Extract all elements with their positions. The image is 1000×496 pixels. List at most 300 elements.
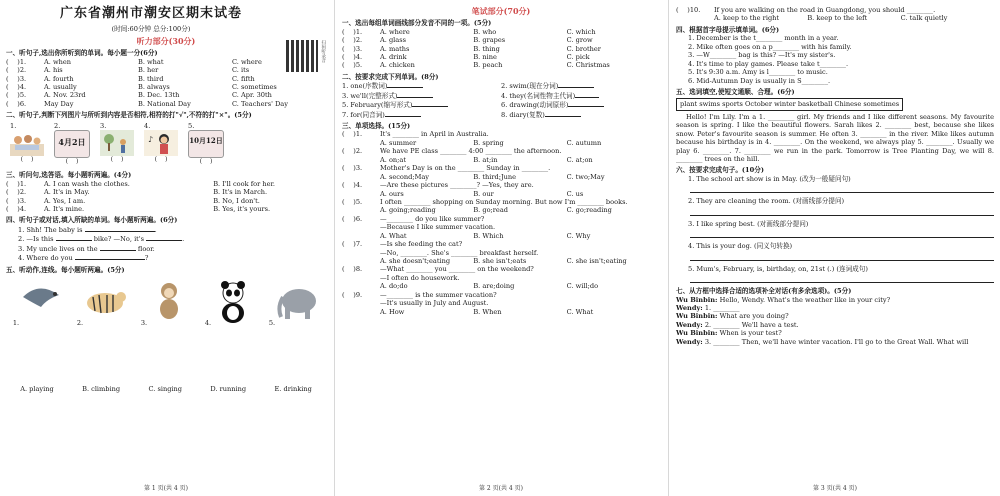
page-footer: 第 1 页(共 4 页) [144,485,188,493]
answer-blank[interactable] [385,110,421,117]
page-3 [670,0,1000,496]
question-text-2: —I often do housework. [380,273,460,282]
pic-num: 1. [12,319,20,328]
rewrite-prompt: 2. They are cleaning the room. (对画线部分提问) [688,197,845,206]
writing-part-title: 笔试部分(70分) [471,6,531,16]
option-b: B. grapes [473,36,506,45]
question-stem [342,198,660,206]
pic-num: 4. [144,121,151,130]
option-b: B. third [138,74,164,83]
q-num[interactable]: ( )3. [342,164,363,173]
answer-bracket[interactable]: ( ) [65,158,79,166]
option-a: A. she doesn't;eating [380,257,451,266]
option-a: A. What [380,231,407,240]
option-b: B. go;read [473,206,508,215]
q-num[interactable]: ( )2. [6,66,27,75]
word-prompt: 4. they(名词性物主代词) [501,91,576,100]
word-prompt: 8. diary(复数) [501,110,545,119]
pic-num: 2. [76,319,84,328]
option-c: C. sometimes [232,83,277,92]
fill-row[interactable]: 5. It's 9:30 a.m. Amy is l________ to music. [688,68,828,77]
question-text: It's ________ in April in Australia. [380,130,489,139]
section-heading: 二、听句子,判断下列图片与所听到内容是否相符,相符的打"√",不符的打"×"。(5分) [6,111,252,120]
bird-picture [19,277,63,325]
question-stem [342,291,660,299]
options-row [342,190,660,198]
option-a: A. do;do [380,282,408,291]
elephant-picture [275,277,319,325]
option-c: C. will;do [566,282,599,291]
option-a: A. second;May [380,172,429,181]
word-form-row [342,110,660,119]
speaker: Wendy: [676,320,703,329]
section-heading: 三、单项选择。(15分) [342,122,411,131]
mcq-item [342,147,660,164]
answer-line[interactable] [690,184,994,193]
q-num[interactable]: ( )8. [342,265,363,274]
rewrite-prompt: 4. This is your dog. (同义句转换) [688,242,793,251]
mcq-item [342,265,660,290]
section-heading: 二、按要求完成下列单词。(8分) [342,72,439,81]
monkey-picture [147,277,191,325]
question-text-2: —It's usually in July and August. [380,299,489,308]
fill-text: ? [144,254,149,263]
question-text: —What ________ you ________ on the weekend? [380,265,534,274]
section-heading: 一、选出每组单词画线部分发音不同的一项。(5分) [342,19,492,28]
section-heading: 五、听动作,连线。每小题听两遍。(5分) [6,265,125,274]
pic-num: 2. [54,121,61,130]
option-b: B. thing [473,44,500,53]
option-c: C. grow [566,36,593,45]
word-prompt: 2. swim(现在分词) [501,82,559,91]
option-a: A. on;at [380,155,406,164]
question-stem [342,240,660,248]
option-b: B. National Day [138,99,191,108]
question-row [6,100,326,108]
fill-row [18,234,326,243]
option-a: A. ours [380,189,404,198]
mcq-item [342,164,660,181]
question-row [6,83,326,91]
option-b: B. always [138,83,170,92]
option-c: C. its [232,66,250,75]
rewrite-prompt: 1. The school art show is in May. (改为一般疑问句) [688,174,851,183]
question-row [6,205,326,213]
phonics-list [342,28,660,70]
fill-text: 3. My uncle lives on the [18,244,98,253]
option-b: B. nine [473,52,497,61]
dialogue-line [676,304,994,312]
answer-blank[interactable] [75,253,145,260]
answer-blank[interactable] [100,244,136,251]
question-row [6,180,326,188]
option-a: A. maths [380,44,410,53]
option-a: A. keep to the right [714,14,780,23]
option-a: A. chicken [380,61,415,70]
fill-row[interactable]: 2. Mike often goes on a p________ with his family. [688,42,852,51]
animal-item [13,277,63,327]
option-b: B. who [473,27,497,36]
word-prompt: 5. February(缩写形式) [342,101,413,110]
question-row [6,188,326,196]
action-option[interactable]: E. drinking [274,385,312,394]
q-num[interactable]: ( )1. [342,27,363,36]
word-prompt: 3. we'll(完整形式) [342,91,398,100]
animal-pictures [6,277,326,327]
option-b: B. Yes, it's yours. [213,204,271,213]
option-b: B. Dec. 13th [138,91,180,100]
action-option[interactable]: A. playing [20,385,54,394]
word-form-row [342,100,660,109]
dialogue-line [676,296,994,304]
pic-num: 5. [188,121,195,130]
park-walk-picture [100,130,134,156]
answer-blank[interactable] [85,225,155,232]
fill-row [18,244,326,253]
answer-blank[interactable] [412,100,448,107]
exam-title: 广东省潮州市潮安区期末试卷 [59,6,242,21]
q-num[interactable]: ( )5. [342,61,363,70]
section-heading: 四、听句子或对话,填入所缺的单词。每小题听两遍。(6分) [6,216,178,225]
option-c: C. Christmas [566,61,610,70]
calendar-picture [54,130,90,158]
picture-item [100,122,134,168]
q-num[interactable]: ( )1. [6,57,27,66]
mcq-item [342,215,660,240]
q-num[interactable]: ( )1. [6,179,27,188]
answer-blank[interactable] [558,81,594,88]
answer-bracket[interactable]: ( ) [154,156,168,164]
option-a: A. glass [380,36,406,45]
question-10 [676,6,994,23]
answer-blank[interactable] [146,234,185,244]
calendar-date: 4月2日 [58,137,86,148]
question-stem [342,265,660,273]
animal-item [205,277,255,327]
question-text: —________ do you like summer? [380,214,485,223]
q-num[interactable]: ( )4. [6,204,27,213]
fill-blank-list [6,225,326,263]
section-heading: 七、从方框中选择合适的选项补全对话(有多余选项)。(5分) [676,287,852,296]
answer-line[interactable] [690,274,994,283]
action-option[interactable]: D. running [210,385,247,394]
question-stem [342,181,660,189]
page-footer: 第 3 页(共 4 页) [813,485,857,493]
dialogue-line [676,321,994,329]
option-b: B. she isn't;eats [473,257,527,266]
option-a: A. fourth [44,74,74,83]
q-num[interactable]: ( )7. [342,240,363,249]
option-c: C. Teachers' Day [232,99,288,108]
option-b: B. It's in March. [213,188,268,197]
option-c: C. autumn [566,138,602,147]
option-c: C. she isn't;eating [566,257,627,266]
dialogue [676,296,994,347]
initial-letter-list [676,34,994,85]
option-b: B. I'll cook for her. [213,179,276,188]
question-row [342,45,660,53]
page-1 [0,0,332,496]
animal-item [141,277,191,327]
listening-s1-list [6,58,326,109]
word-prompt: 7. for(同音词) [342,110,385,119]
q-num[interactable]: ( )4. [342,52,363,61]
dialogue-line [676,329,994,337]
page-2 [336,0,666,496]
options-row [342,308,660,316]
pic-num: 4. [204,319,212,328]
utterance[interactable]: 2. ________ We'll have a test. [704,320,799,329]
question-text: —Are these pictures ________? —Yes, they are. [380,181,534,190]
answer-line[interactable] [690,207,994,216]
answer-blank[interactable] [545,110,581,117]
animal-item [269,277,319,327]
question-text: We have PE class ________ 4:00 ________ the afternoon. [380,147,562,156]
utterance: What are you doing? [719,312,789,321]
option-c: C. two;May [566,172,605,181]
option-a: A. I can wash the clothes. [44,179,130,188]
animal-item [77,277,127,327]
fill-text: 1. Shh! The baby is [18,225,83,234]
fill-text: 4. Where do you [18,254,73,263]
options-row [342,156,660,164]
answer-blank[interactable] [56,234,92,241]
picture-item [10,122,44,168]
listening-s3-list [6,180,326,214]
fill-text: . [154,225,157,234]
answer-line[interactable] [690,252,994,261]
question-text: I often ________ shopping on Sunday morning. But now I'm ________ books. [380,197,628,206]
option-a: A. where [380,27,410,36]
dialogue-line [676,338,994,346]
speaker: Wendy: [676,303,703,312]
pic-num: 5. [268,319,276,328]
option-a: A. usually [44,83,77,92]
fill-row [18,253,326,262]
option-b: B. When [473,307,502,316]
question-row [6,197,326,205]
option-c: C. pick [566,52,590,61]
question-row [342,61,660,69]
question-text-2: —Because I like summer vacation. [380,223,496,232]
option-c: C. where [232,57,262,66]
question-text-2: —No, ________. She's ________ breakfast herself. [380,248,539,257]
question-text: —Is she feeding the cat? [380,240,463,249]
q-num[interactable]: ( )6. [342,214,363,223]
fill-row[interactable]: 6. Mid-Autumn Day is usually in S________. [688,76,831,85]
mcq-item [342,181,660,198]
listening-part-title: 听力部分(30分) [136,36,196,47]
rewrite-prompt: 3. I like spring best. (对画线部分提问) [688,219,809,228]
section-heading: 五、选词填空,使短文通顺、合理。(6分) [676,87,795,96]
answer-bracket[interactable]: ( ) [199,158,213,166]
option-a: A. going;reading [380,206,436,215]
option-a: A. Nov. 23rd [44,91,86,100]
options-row [676,14,994,22]
pic-num: 3. [140,319,148,328]
action-option[interactable]: B. climbing [82,385,121,394]
word-prompt: 6. drawing(动词原形) [501,101,569,110]
question-row [6,58,326,66]
mcq-item [342,130,660,147]
option-c: C. fifth [232,74,255,83]
option-a: A. when [44,57,71,66]
question-row [342,28,660,36]
answer-line[interactable] [690,229,994,238]
option-a: A. his [44,66,63,75]
section-heading: 一、听句子,选出你所听到的单词。每小题一分(6分) [6,49,158,58]
option-b: B. are;doing [473,282,515,291]
q-num[interactable]: ( )3. [6,74,27,83]
option-c: C. brother [566,44,601,53]
cloze-passage[interactable]: Hello! I'm Lily. I'm a 1. ________ girl. My friends and I like different seasons. My favourite season is spring. I like the beautiful flowers. Sarah likes 2. ________ best, because she likes snow. Peter's favourite season is summer. He often 3. ________ in the river. Mike likes autumn because his birthday is in 4. ________. On the weekend, we always play 5. ________. Usually we play 6. ________. 7. ________ we run in the park. Tomorrow is Tree Planting Day, we will 8. ________ trees on the hill. [676,112,994,163]
picture-item [188,122,224,168]
page-footer: 第 2 页(共 4 页) [479,485,523,493]
qr-code-icon[interactable] [286,40,318,72]
option-c: C. go;reading [566,206,612,215]
utterance: When is your test? [719,329,782,338]
section-heading: 六、按要求完成句子。(10分) [676,166,764,175]
question-row [342,53,660,61]
speaker: Wu Binbin: [676,295,718,304]
fill-text: 2. —Is this [18,235,54,244]
utterance: Hello, Wendy. What's the weather like in your city? [719,295,891,304]
answer-blank[interactable] [397,91,433,98]
mcq-item [342,291,660,316]
picture-item [144,122,178,168]
answer-bracket[interactable]: ( ) [20,156,34,164]
option-c: C. us [566,189,584,198]
question-stem [342,130,660,138]
options-row [342,257,660,265]
pic-num: 1. [10,121,17,130]
family-picnic-picture [10,130,44,156]
option-a: A. summer [380,138,417,147]
q-num[interactable]: ( )3. [342,44,363,53]
question-text: —________ is the summer vacation? [380,290,497,299]
girl-music-picture [144,130,178,156]
fill-text: floor. [137,244,155,253]
option-b: B. Which [473,231,504,240]
option-a: A. Yes, I am. [44,196,86,205]
question-text: If you are walking on the road in Guangdong, you should ________. [714,6,936,14]
question-stem [342,147,660,155]
tiger-picture [83,277,127,325]
q-num[interactable]: ( )2. [342,36,363,45]
section-heading: 三、听问句,选答语。每小题听两遍。(4分) [6,171,132,180]
q-num[interactable]: ( )2. [6,188,27,197]
option-a: A. It's in May. [44,188,90,197]
option-b: B. third;June [473,172,517,181]
option-b: B. spring [473,138,504,147]
options-row [342,232,660,240]
q-num[interactable]: ( )6. [6,99,27,108]
q-num[interactable]: ( )1. [342,130,363,139]
rewrite-prompt: 5. Mum's, February, is, birthday, on, 21st (.) (连词成句) [688,264,868,273]
option-a: A. drink [380,52,407,61]
sentence-rewrite-list [676,175,994,283]
q-num[interactable]: ( )4. [342,181,363,190]
option-c: C. Why [566,231,591,240]
qr-label: 扫码听录音 [320,40,326,63]
option-b: B. her [138,66,159,75]
mcq-item [342,198,660,215]
q-num[interactable]: ( )5. [6,91,27,100]
q-num[interactable]: ( )10. [676,6,701,14]
option-c: C. which [566,27,596,36]
option-c: C. talk quietly [900,14,948,23]
speaker: Wu Binbin: [676,312,718,321]
option-b: B. at;in [473,155,498,164]
multiple-choice-list [342,130,660,316]
option-c: C. at;on [566,155,593,164]
answer-blank[interactable] [575,91,599,98]
question-row [6,91,326,99]
options-row [342,282,660,290]
word-form-list [342,81,660,119]
question-row [342,36,660,44]
speaker: Wendy: [676,337,703,346]
q-num[interactable]: ( )4. [6,83,27,92]
page-divider-2 [668,0,669,496]
word-form-row [342,91,660,100]
utterance[interactable]: 3. ________ Then, we'll have winter vacation. I'll go to the Great Wall. What will [704,337,969,346]
q-num[interactable]: ( )3. [6,196,27,205]
calendar-picture [188,130,224,158]
answer-bracket[interactable]: ( ) [110,156,124,164]
utterance[interactable]: 1. ________ [704,303,740,312]
section-heading: 四、根据首字母提示填单词。(6分) [676,25,780,34]
q-num[interactable]: ( )5. [342,197,363,206]
options-row [342,206,660,214]
panda-picture [211,277,255,325]
action-option[interactable]: C. singing [148,385,183,394]
word-bank: plant swims sports October winter basketball Chinese sometimes [676,98,903,110]
question-stem [342,164,660,172]
option-a: May Day [44,99,74,108]
fill-row[interactable]: 3. —W________ bag is this? —It's my sister's. [688,51,836,60]
fill-text: . [182,235,185,244]
question-text: Mother's Day is on the ________ Sunday in ________. [380,164,551,173]
option-b: B. keep to the left [807,14,868,23]
options-row [342,173,660,181]
svg-text:♪: ♪ [148,135,154,145]
answer-blank[interactable] [387,81,423,88]
question-row [6,66,326,74]
q-num[interactable]: ( )2. [342,147,363,156]
option-c: C. Apr. 30th [232,91,272,100]
option-a: A. It's mine. [44,204,85,213]
calendar-date: 10月12日 [189,136,223,146]
fill-row[interactable]: 4. It's time to play games. Please take t________. [688,59,849,68]
fill-row[interactable]: 1. December is the t________ month in a year. [688,34,839,43]
options-row [342,139,660,147]
mcq-item [342,240,660,265]
option-c: C. What [566,307,594,316]
fill-text: bike? —No, it's [93,235,145,244]
option-a: A. How [380,307,405,316]
option-b: B. our [473,189,494,198]
page-divider-1 [334,0,335,496]
q-num[interactable]: ( )9. [342,290,363,299]
fill-row [18,225,326,234]
pic-num: 3. [100,121,107,130]
question-stem [342,215,660,223]
option-b: B. peach [473,61,503,70]
answer-blank[interactable] [568,100,604,107]
speaker: Wu Binbin: [676,329,718,338]
option-b: B. No, I don't. [213,196,260,205]
